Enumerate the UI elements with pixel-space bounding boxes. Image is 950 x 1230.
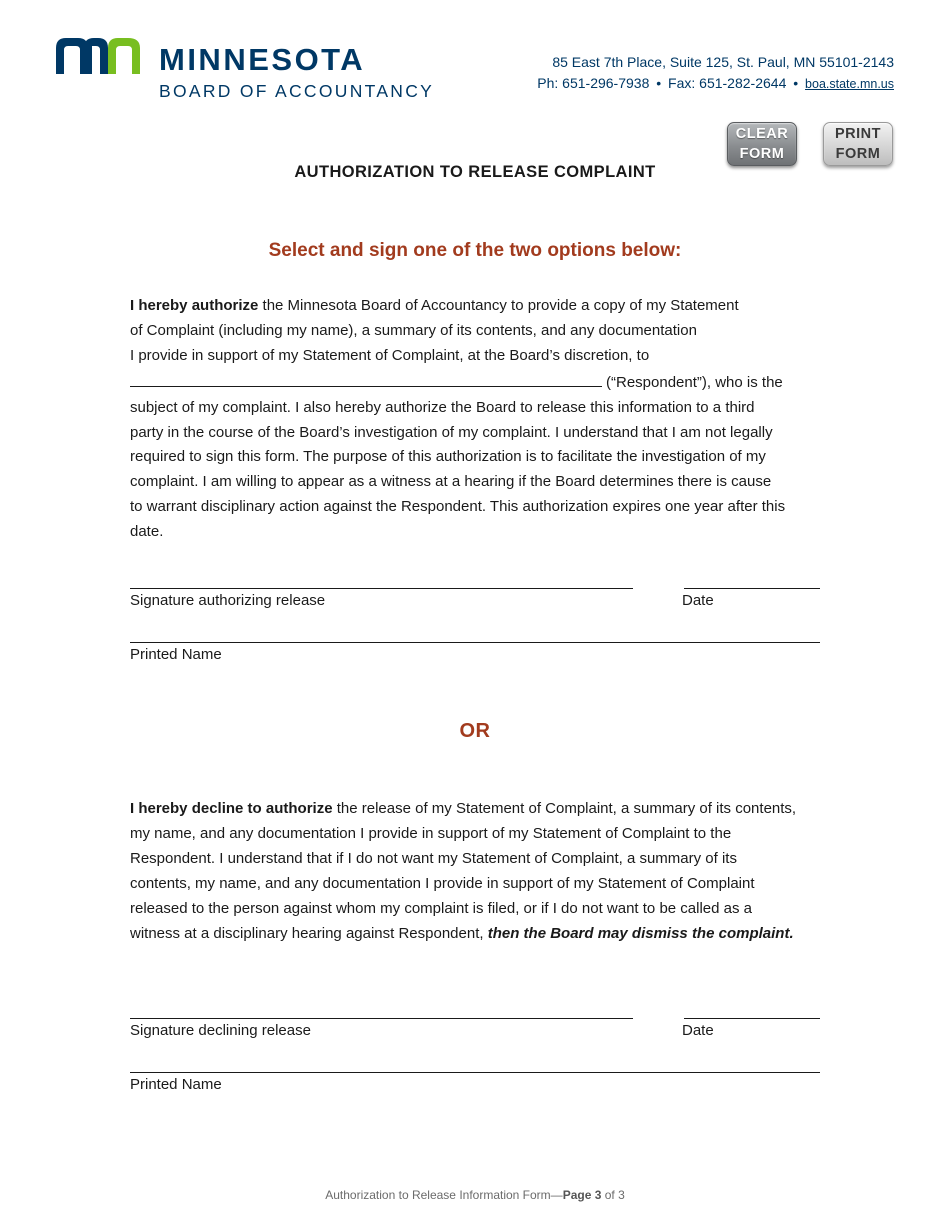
contact-separator: • [656,75,662,91]
page-title: AUTHORIZATION TO RELEASE COMPLAINT [294,163,656,181]
text-line: to warrant disciplinary action against the Respondent. This authorization expires one year after this [130,498,786,516]
footer-page-label: Page 3 [562,1188,602,1202]
text-span: (“Respondent”), who is the [606,373,783,391]
footer-page-total: of 3 [601,1188,625,1202]
print-form-label-2: FORM [835,146,881,162]
authorize-printed-name-field[interactable] [130,642,820,643]
decline-date-label: Date [682,1022,714,1039]
text-span: the Minnesota Board of Accountancy to provide a copy of my Statement [258,297,739,314]
clear-form-label-1: CLEAR [735,126,789,142]
authorize-printed-name-label: Printed Name [130,646,222,663]
authorize-date-label: Date [682,592,714,609]
text-line: I provide in support of my Statement of Complaint, at the Board’s discretion, to [130,346,650,364]
text-line: date. [130,523,164,541]
footer-form-name: Authorization to Release Information Form— [325,1188,563,1202]
decline-printed-name-field[interactable] [130,1072,820,1073]
page-footer [0,1188,950,1202]
instruction-text: Select and sign one of the two options below: [268,240,682,261]
authorize-lead: I hereby authorize [130,297,259,314]
logo-secondary-text: BOARD OF ACCOUNTANCY [159,81,435,101]
text-line: required to sign this form. The purpose of this authorization is to facilitate the investigation of my [130,448,766,466]
text-span: witness at a disciplinary hearing against Respondent, [130,924,488,942]
or-divider: OR [459,720,491,742]
decline-paragraph [130,797,830,946]
text-line [130,369,830,396]
authorize-paragraph [130,294,830,545]
text-line: of Complaint (including my name), a summary of its contents, and any documentation [130,321,697,339]
print-form-label-1: PRINT [835,126,881,142]
clear-form-button[interactable] [727,122,797,166]
respondent-name-field[interactable] [130,369,602,387]
text-line [130,797,830,822]
decline-printed-name-label: Printed Name [130,1076,222,1093]
mn-logo-icon [56,38,140,74]
decline-signature-field[interactable] [130,1018,633,1019]
text-line: released to the person against whom my complaint is filed, or if I do not want to be called as a [130,899,753,917]
text-line: contents, my name, and any documentation I provide in support of my Statement of Complaint [130,874,755,892]
contact-address: 85 East 7th Place, Suite 125, St. Paul, MN 55101-2143 [552,54,894,70]
clear-form-label-2: FORM [739,146,785,162]
decline-signature-label: Signature declining release [130,1022,311,1039]
authorize-date-field[interactable] [684,588,820,589]
text-line: subject of my complaint. I also hereby authorize the Board to release this information to a third [130,398,755,416]
text-line: complaint. I am willing to appear as a witness at a hearing if the Board determines there is cause [130,473,772,491]
text-line [130,922,830,947]
text-line: my name, and any documentation I provide in support of my Statement of Complaint to the [130,824,732,842]
website-link[interactable]: boa.state.mn.us [805,77,894,91]
print-form-button[interactable] [823,122,893,166]
dismiss-warning: then the Board may dismiss the complaint. [487,924,794,942]
text-line: Respondent. I understand that if I do not want my Statement of Complaint, a summary of its [130,849,737,867]
contact-fax: Fax: 651-282-2644 [668,75,787,91]
decline-lead: I hereby decline to authorize [130,800,333,817]
logo-primary-text: MINNESOTA [159,42,366,77]
contact-line [537,73,894,94]
text-line [130,294,830,319]
authorize-signature-field[interactable] [130,588,633,589]
contact-phone: Ph: 651-296-7938 [537,75,650,91]
authorize-signature-label: Signature authorizing release [130,592,326,609]
text-span: the release of my Statement of Complaint, a summary of its contents, [332,800,797,817]
text-line: party in the course of the Board’s investigation of my complaint. I understand that I am not legally [130,423,773,441]
contact-separator: • [793,75,799,91]
decline-date-field[interactable] [684,1018,820,1019]
